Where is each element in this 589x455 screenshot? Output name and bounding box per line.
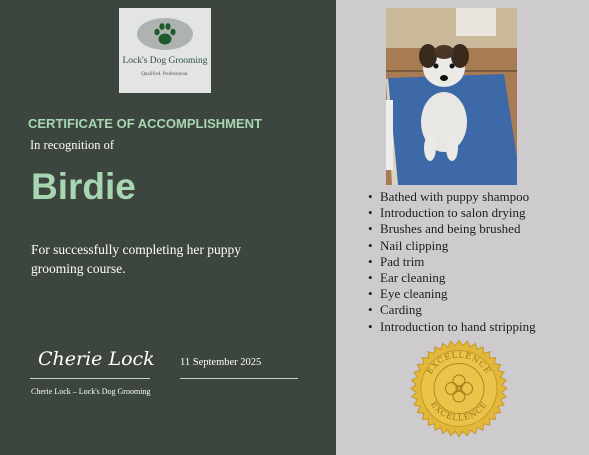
list-item: • Ear cleaning (368, 270, 536, 286)
list-item: • Carding (368, 302, 536, 318)
list-item: • Nail clipping (368, 238, 536, 254)
excellence-seal-icon (410, 337, 508, 440)
logo-tagline: Qualified. Professional. (141, 72, 189, 77)
signature-line (30, 378, 150, 379)
seal-text-bottom: EXCELLENCE (429, 399, 489, 423)
logo-business-name: Lock's Dog Grooming (122, 56, 208, 66)
signature-caption: Cherie Lock – Lock's Dog Grooming (31, 387, 151, 396)
skills-list (368, 189, 536, 335)
recognition-text: In recognition of (30, 138, 115, 152)
list-item: • Bathed with puppy shampoo (368, 189, 536, 205)
date-line (180, 378, 298, 379)
seal-text-top: EXCELLENCE (425, 350, 493, 376)
signature: Cherie Lock (38, 348, 155, 370)
business-logo (119, 8, 211, 93)
certificate-heading: CERTIFICATE OF ACCOMPLISHMENT (28, 116, 262, 131)
list-item: • Pad trim (368, 254, 536, 270)
dog-photo (386, 8, 517, 185)
recipient-name: Birdie (31, 166, 136, 207)
logo-badge (137, 18, 193, 50)
list-item: • Introduction to salon drying (368, 205, 536, 221)
certificate-date: 11 September 2025 (180, 357, 262, 368)
paw-icon (151, 20, 179, 48)
list-item: • Brushes and being brushed (368, 221, 536, 237)
completion-statement: For successfully completing her puppy grooming course. (31, 242, 241, 276)
list-item: • Eye cleaning (368, 286, 536, 302)
list-item: • Introduction to hand stripping (368, 319, 536, 335)
